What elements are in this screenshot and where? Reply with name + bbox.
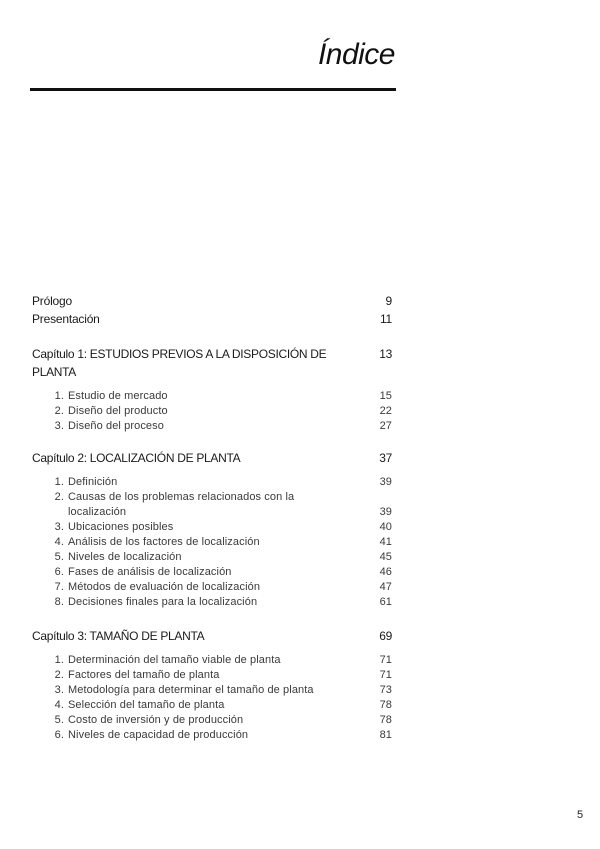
- item-text: Ubicaciones posibles: [68, 521, 174, 533]
- toc-item[interactable]: [32, 389, 392, 404]
- item-text: Diseño del proceso: [68, 420, 164, 432]
- item-text: Niveles de localización: [68, 551, 182, 563]
- item-text: Determinación del tamaño viable de planta: [68, 654, 281, 666]
- item-text: Causas de los problemas relacionados con la localización: [68, 491, 295, 518]
- chapter-title: Capítulo 1: ESTUDIOS PREVIOS A LA DISPOSICIÓN DE PLANTA: [32, 347, 327, 379]
- toc-item[interactable]: [32, 698, 392, 713]
- toc-item[interactable]: [32, 535, 392, 550]
- item-number: 2.: [54, 405, 64, 417]
- item-text: Estudio de mercado: [68, 390, 168, 402]
- toc-item[interactable]: [32, 595, 392, 610]
- item-number: 2.: [54, 491, 64, 503]
- item-page: 71: [379, 669, 392, 681]
- toc-item[interactable]: [32, 520, 392, 535]
- toc-entry-page: 9: [385, 294, 392, 308]
- item-number: 1.: [54, 654, 64, 666]
- item-number: 4.: [54, 536, 64, 548]
- item-number: 3.: [54, 521, 64, 533]
- toc-item[interactable]: [32, 565, 392, 580]
- toc-item[interactable]: [32, 550, 392, 565]
- toc-item[interactable]: [32, 728, 392, 743]
- item-number: 6.: [54, 729, 64, 741]
- toc-entry-label: Prólogo: [32, 294, 72, 308]
- item-page: 27: [379, 420, 392, 432]
- item-text: Decisiones finales para la localización: [68, 596, 258, 608]
- item-number: 1.: [54, 476, 64, 488]
- item-number: 2.: [54, 669, 64, 681]
- toc-item[interactable]: [32, 419, 392, 434]
- item-text: Costo de inversión y de producción: [68, 714, 244, 726]
- item-page: 73: [379, 684, 392, 696]
- page-number: 5: [577, 809, 584, 821]
- chapter-page: 69: [379, 629, 392, 643]
- chapter-heading-2[interactable]: [32, 449, 392, 467]
- item-page: 41: [379, 536, 392, 548]
- item-page: 78: [379, 699, 392, 711]
- item-number: 5.: [54, 714, 64, 726]
- item-text: Niveles de capacidad de producción: [68, 729, 249, 741]
- title-rule: [30, 88, 396, 91]
- item-number: 8.: [54, 596, 64, 608]
- item-number: 4.: [54, 699, 64, 711]
- item-number: 1.: [54, 390, 64, 402]
- item-page: 61: [379, 596, 392, 608]
- toc-item[interactable]: [32, 404, 392, 419]
- toc-item[interactable]: [32, 668, 392, 683]
- item-text: Selección del tamaño de planta: [68, 699, 225, 711]
- item-text: Métodos de evaluación de localización: [68, 581, 261, 593]
- toc-entry-label: Presentación: [32, 312, 100, 326]
- item-page: 15: [379, 390, 392, 402]
- item-text: Fases de análisis de localización: [68, 566, 232, 578]
- item-number: 3.: [54, 684, 64, 696]
- toc-entry-page: 11: [379, 312, 392, 326]
- item-page: 46: [379, 566, 392, 578]
- item-page: 78: [379, 714, 392, 726]
- chapter-title: Capítulo 3: TAMAÑO DE PLANTA: [32, 629, 205, 643]
- item-page: 22: [379, 405, 392, 417]
- toc-item[interactable]: [32, 683, 392, 698]
- chapter-title: Capítulo 2: LOCALIZACIÓN DE PLANTA: [32, 451, 241, 465]
- toc-entry-presentacion[interactable]: [32, 310, 392, 328]
- item-number: 3.: [54, 420, 64, 432]
- item-text: Factores del tamaño de planta: [68, 669, 220, 681]
- item-page: 71: [379, 654, 392, 666]
- item-text: Diseño del producto: [68, 405, 168, 417]
- page-title: Índice: [317, 38, 395, 71]
- table-of-contents: [32, 292, 392, 743]
- item-number: 7.: [54, 581, 64, 593]
- chapter-heading-1[interactable]: [32, 345, 392, 381]
- toc-item[interactable]: [32, 653, 392, 668]
- toc-item[interactable]: [32, 475, 392, 490]
- item-page: 40: [379, 521, 392, 533]
- chapter-page: 13: [379, 347, 392, 361]
- item-page: 45: [379, 551, 392, 563]
- item-text: Análisis de los factores de localización: [68, 536, 260, 548]
- item-page: 47: [379, 581, 392, 593]
- item-number: 6.: [54, 566, 64, 578]
- item-number: 5.: [54, 551, 64, 563]
- item-text: Metodología para determinar el tamaño de planta: [68, 684, 314, 696]
- item-text: Definición: [68, 476, 118, 488]
- item-page: 39: [379, 476, 392, 488]
- chapter-heading-3[interactable]: [32, 627, 392, 645]
- toc-item[interactable]: [32, 580, 392, 595]
- toc-item[interactable]: [32, 490, 392, 520]
- toc-entry-prologo[interactable]: [32, 292, 392, 310]
- item-page: 81: [379, 729, 392, 741]
- toc-item[interactable]: [32, 713, 392, 728]
- chapter-page: 37: [379, 451, 392, 465]
- item-page: 39: [379, 506, 392, 518]
